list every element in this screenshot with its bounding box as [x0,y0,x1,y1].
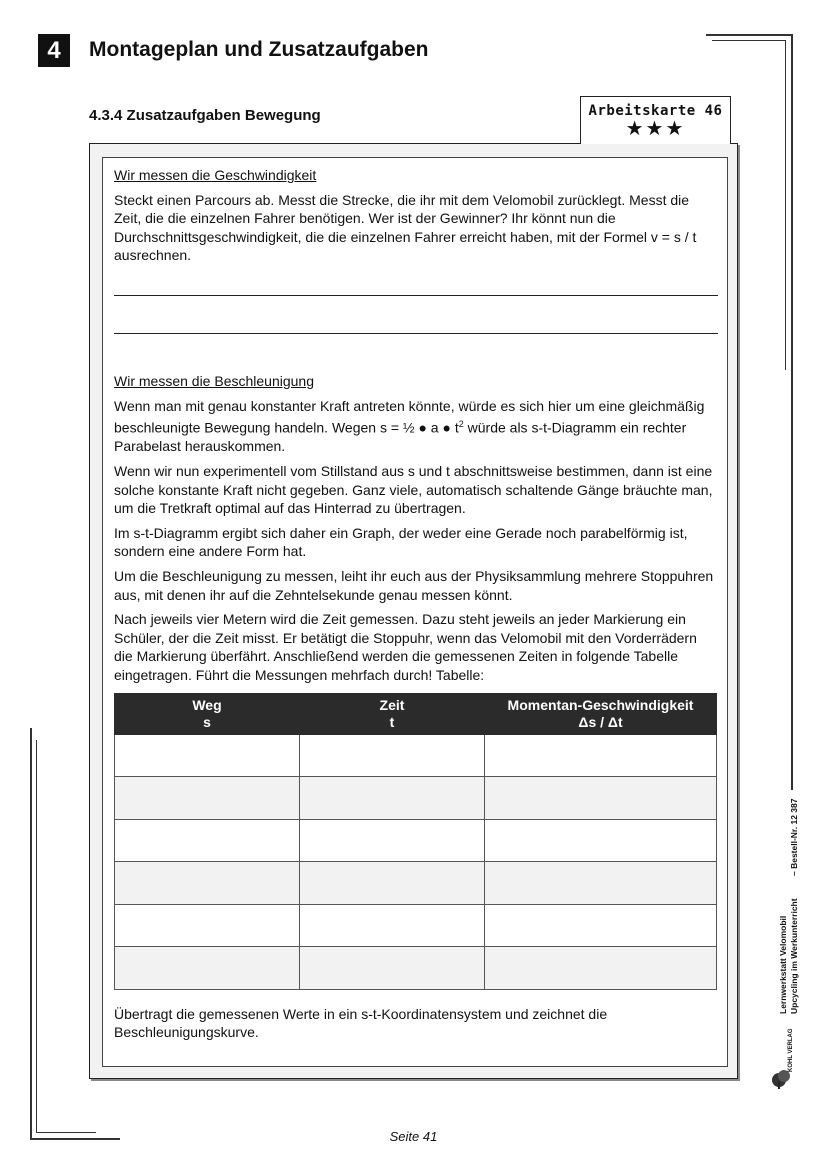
table-cell-distance[interactable] [115,947,300,990]
acceleration-paragraph-2: Wenn wir nun experimentell vom Stillstand aus s und t abschnittsweise bestimmen, dann ist eine solche konstante Kraft nicht gegeben. Ganz viele, automatisch schaltende Gänge bräuchte man, um die Tretkraft optimal auf das Hinterrad zu übertragen. [114,463,713,517]
acceleration-paragraph-4: Um die Beschleunigung zu messen, leiht ihr euch aus der Physiksammlung mehrere Stoppuhren aus, mit denen ihr auf die Zehntelsekunde genau messen könnt. [114,567,714,603]
table-cell-time[interactable] [300,777,485,820]
table-cell-distance[interactable] [115,819,300,862]
table-row [115,819,717,862]
table-cell-velocity[interactable] [485,777,717,820]
card-name: Arbeitskarte 46 [588,103,723,119]
measurement-table [114,693,717,990]
header-time: Zeit t [300,693,485,734]
table-cell-time[interactable] [300,862,485,905]
table-cell-time[interactable] [300,947,485,990]
chapter-title: Montageplan und Zusatzaufgaben [89,38,429,61]
frame-line-top-right-h2 [712,40,786,41]
p1-superscript: 2 [458,419,464,430]
table-cell-distance[interactable] [115,777,300,820]
table-cell-distance[interactable] [115,734,300,777]
acceleration-heading: Wir messen die Beschleunigung [114,372,314,389]
frame-line-top-right-v2 [785,40,786,370]
frame-line-top-right-h [706,34,792,36]
table-cell-time[interactable] [300,904,485,947]
section-title: 4.3.4 Zusatzaufgaben Bewegung [89,107,321,124]
table-cell-time[interactable] [300,734,485,777]
frame-line-bottom-left-v [30,728,32,1138]
table-cell-distance[interactable] [115,904,300,947]
table-row [115,904,717,947]
header-velocity: Momentan-Geschwindigkeit Δs / Δt [485,693,717,734]
publisher-name: KOHL VERLAG [788,1028,794,1072]
acceleration-paragraph-3: Im s-t-Diagramm ergibt sich daher ein Graph, der weder eine Gerade noch parabelförmig ist, sondern eine andere Form hat. [114,524,688,560]
table-cell-velocity[interactable] [485,904,717,947]
page-number: Seite 41 [389,1129,438,1144]
p1-text-a: Wenn man mit genau konstanter Kraft antreten könnte, würde es sich hier um eine gleichmäßig beschleunigte Bewegung handeln. Wegen s = ½ ● a ● t [114,397,705,436]
table-cell-velocity[interactable] [485,734,717,777]
closing-paragraph: Übertragt die gemessenen Werte in ein s-t-Koordinatensystem und zeichnet die Beschleunigungskurve. [114,1005,608,1041]
table-row [115,862,717,905]
publisher-logo [770,1028,796,1090]
worksheet-card-label [580,96,731,144]
table-body [115,734,717,989]
table-row [115,777,717,820]
table-row [115,734,717,777]
chapter-number-box: 4 [38,34,70,67]
sidebar-line-1: Lernwerkstatt Velomobil [778,915,788,1014]
table-cell-time[interactable] [300,819,485,862]
table-header-row [115,693,717,734]
acceleration-paragraph-1 [114,397,718,456]
sidebar-line-3: – Bestell-Nr. 12 387 [789,798,799,876]
frame-line-bottom-left-v2 [36,740,37,1132]
acceleration-paragraph-5: Nach jeweils vier Metern wird die Zeit gemessen. Dazu steht jeweils an jeder Markierung ein Schüler, der die Zeit misst. Er betätigt die Stoppuhr, wenn das Velomobil mit den Vorderrädern die Markierung überfährt. Anschließend werden die gemessenen Zeiten in folgende Tabelle eingetragen. Führt die Messungen mehrfach durch! Tabelle: [114,611,697,683]
header-distance: Weg s [115,693,300,734]
p1-text-b: würde als s-t-Diagramm ein rechter Parabelast herauskommen. [114,419,687,455]
table-cell-velocity[interactable] [485,819,717,862]
speed-paragraph: Steckt einen Parcours ab. Messt die Strecke, die ihr mit dem Velomobil zurücklegt. Messt die Zeit, die die einzelnen Fahrer benötigen. Wer ist der Gewinner? Ihr könnt nun die Durchschnittsgeschwindigkeit, die die einzelnen Fahrer erreicht haben, mit der Formel v = s / t ausrechnen. [114,191,697,264]
table-cell-distance[interactable] [115,862,300,905]
table-cell-velocity[interactable] [485,947,717,990]
worksheet-content [114,166,718,1048]
table-row [115,947,717,990]
speed-heading: Wir messen die Geschwindigkeit [114,167,317,183]
sidebar-line-2: Upcycling im Werkunterricht [789,898,799,1014]
frame-line-top-right-v [791,34,793,790]
table-cell-velocity[interactable] [485,862,717,905]
difficulty-stars-icon: ★★★ [625,118,686,140]
